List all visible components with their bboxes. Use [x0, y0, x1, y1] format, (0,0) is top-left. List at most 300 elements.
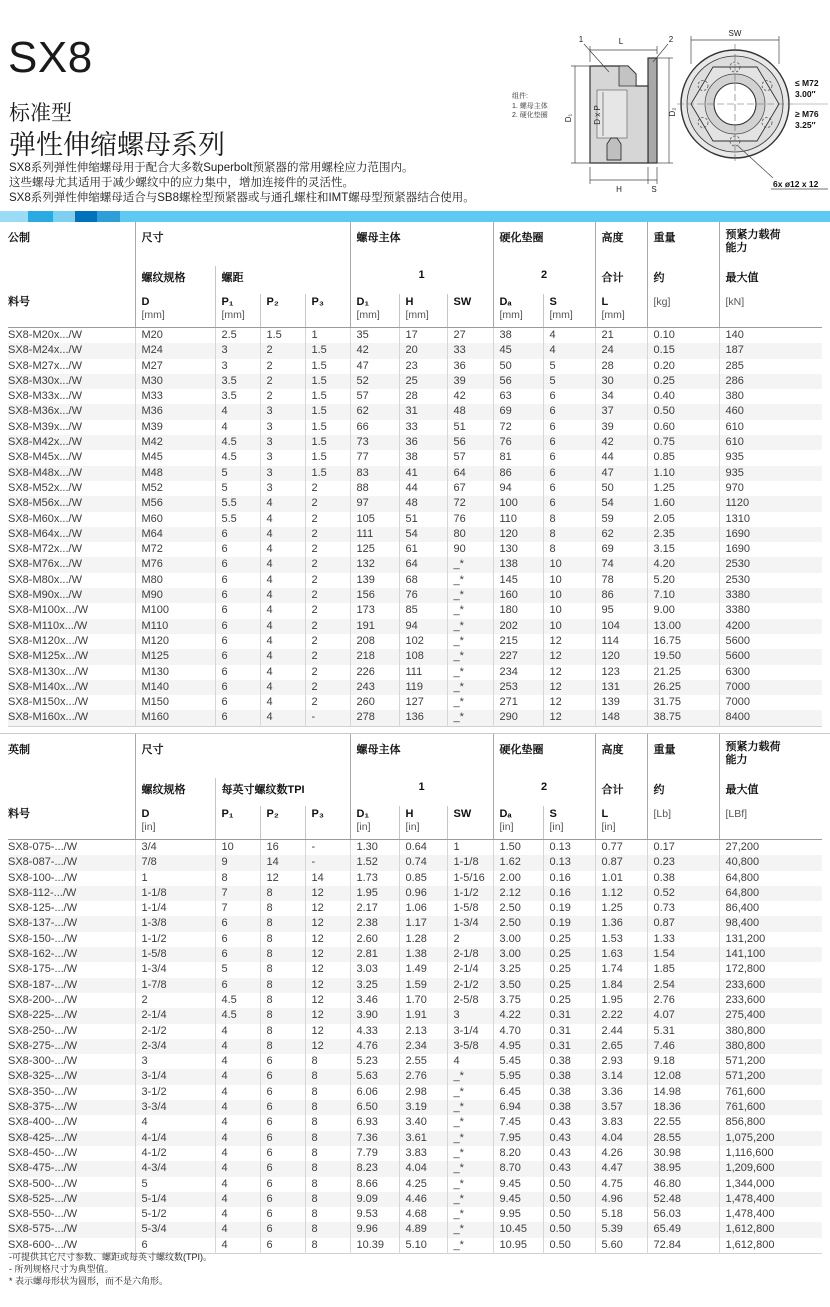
- table-cell: 8: [260, 901, 305, 916]
- table-cell: 2.55: [399, 1054, 447, 1069]
- column-header: H [mm]: [399, 294, 447, 328]
- table-cell: 76: [447, 512, 493, 527]
- table-cell: 5: [215, 962, 260, 977]
- table-cell: _*: [447, 1177, 493, 1192]
- table-cell: 6.50: [350, 1100, 399, 1115]
- table-cell: 5600: [719, 649, 822, 664]
- component-2-label: 2. 硬化垫圈: [512, 112, 548, 119]
- table-cell: _*: [447, 1131, 493, 1146]
- table-row: [8, 404, 822, 419]
- table-cell: SX8-575-.../W: [8, 1223, 78, 1236]
- jackbolt-note: 6x ø12 x 12: [773, 179, 819, 189]
- components-legend: [512, 92, 548, 121]
- table-cell: 64: [447, 466, 493, 481]
- table-cell: _*: [447, 1238, 493, 1254]
- table-cell: M39: [135, 420, 215, 435]
- table-cell: SX8-M150x.../W: [8, 696, 89, 709]
- table-cell: _*: [447, 695, 493, 710]
- table-cell: 12: [543, 710, 595, 726]
- table-cell: 4.46: [399, 1192, 447, 1207]
- table-cell: 5.10: [399, 1238, 447, 1254]
- table-row: [8, 603, 822, 618]
- table-cell: 16: [260, 840, 305, 856]
- table-cell: 6: [215, 665, 260, 680]
- table-cell: 5: [543, 359, 595, 374]
- table-cell: SX8-275-.../W: [8, 1039, 78, 1052]
- table-cell: 6: [260, 1054, 305, 1069]
- dim-H-label: H: [616, 185, 622, 194]
- table-row: [8, 932, 822, 947]
- table-cell: 1: [305, 328, 350, 344]
- table-cell: 0.52: [647, 886, 719, 901]
- table-cell: 2.38: [350, 916, 399, 931]
- column-header: SW: [447, 806, 493, 840]
- table-cell: 4.5: [215, 450, 260, 465]
- table-cell: 0.10: [647, 328, 719, 344]
- table-cell: 1.95: [350, 886, 399, 901]
- table-cell: 131: [595, 680, 647, 695]
- table-cell: 42: [595, 435, 647, 450]
- table-cell: 0.15: [647, 343, 719, 358]
- table-cell: 3-1/2: [135, 1085, 215, 1100]
- accent-bar: [0, 211, 830, 222]
- table-cell: 1120: [719, 496, 822, 511]
- table-cell: M150: [135, 695, 215, 710]
- table-cell: M100: [135, 603, 215, 618]
- table-cell: _*: [447, 1069, 493, 1084]
- table-row: [8, 1131, 822, 1146]
- load-max-header: 最大值: [719, 778, 822, 806]
- table-cell: 3.83: [399, 1146, 447, 1161]
- table-cell: 148: [595, 710, 647, 726]
- table-cell: 3.03: [350, 962, 399, 977]
- table-cell: 8: [305, 1207, 350, 1222]
- column-header: P₁: [215, 806, 260, 840]
- table-cell: 64,800: [719, 886, 822, 901]
- table-cell: 10: [543, 557, 595, 572]
- table-cell: 2.22: [595, 1008, 647, 1023]
- table-cell: _*: [447, 1115, 493, 1130]
- table-cell: 8: [305, 1069, 350, 1084]
- table-cell: 271: [493, 695, 543, 710]
- table-cell: 130: [493, 542, 543, 557]
- table-cell: 9.53: [350, 1207, 399, 1222]
- column-header: SW: [447, 294, 493, 328]
- table-cell: M90: [135, 588, 215, 603]
- table-cell: 7.10: [647, 588, 719, 603]
- table-cell: SX8-075-.../W: [8, 841, 78, 853]
- group-header-row: [8, 222, 822, 266]
- table-row: [8, 466, 822, 481]
- table-row: [8, 886, 822, 901]
- table-cell: 62: [595, 527, 647, 542]
- table-cell: 3.25: [350, 978, 399, 993]
- table-cell: SX8-M20x.../W: [8, 329, 82, 341]
- table-cell: 278: [350, 710, 399, 726]
- table-cell: 3.5: [215, 374, 260, 389]
- load-group-header: [719, 222, 822, 266]
- table-cell: 6.45: [493, 1085, 543, 1100]
- table-row: [8, 916, 822, 931]
- table-cell: 0.31: [543, 1039, 595, 1054]
- table-cell: 13.00: [647, 619, 719, 634]
- table-cell: 2-1/2: [447, 978, 493, 993]
- table-cell: _*: [447, 1207, 493, 1222]
- table-cell: 1690: [719, 542, 822, 557]
- table-cell: SX8-M64x.../W: [8, 527, 82, 540]
- table-cell: 1.54: [647, 947, 719, 962]
- height-total-header: 合计: [595, 778, 647, 806]
- table-cell: 78: [595, 573, 647, 588]
- table-cell: 76: [493, 435, 543, 450]
- table-cell: SX8-325-.../W: [8, 1070, 78, 1083]
- table-cell: 3.61: [399, 1131, 447, 1146]
- table-cell: 111: [399, 665, 447, 680]
- table-cell: M48: [135, 466, 215, 481]
- table-cell: 86,400: [719, 901, 822, 916]
- table-cell: 4: [215, 1192, 260, 1207]
- table-cell: 8: [305, 1054, 350, 1069]
- table-cell: 226: [350, 665, 399, 680]
- tpi-header: 每英寸螺纹数TPI: [215, 778, 350, 806]
- table-cell: SX8-162-.../W: [8, 948, 78, 961]
- table-cell: M76: [135, 557, 215, 572]
- table-cell: 4.68: [399, 1207, 447, 1222]
- table-cell: 47: [350, 359, 399, 374]
- table-cell: 7.79: [350, 1146, 399, 1161]
- table-cell: 36: [399, 435, 447, 450]
- table-cell: 4: [543, 343, 595, 358]
- table-cell: 4: [215, 1238, 260, 1254]
- table-cell: 4.47: [595, 1161, 647, 1176]
- table-cell: 3.25: [493, 962, 543, 977]
- table-cell: _*: [447, 588, 493, 603]
- table-cell: 38: [493, 328, 543, 344]
- table-cell: 30.98: [647, 1146, 719, 1161]
- table-cell: 67: [447, 481, 493, 496]
- table-cell: 0.43: [543, 1131, 595, 1146]
- table-cell: 6: [215, 916, 260, 931]
- table-cell: 380: [719, 389, 822, 404]
- table-cell: 24: [595, 343, 647, 358]
- table-cell: M160: [135, 710, 215, 726]
- table-cell: 6: [543, 420, 595, 435]
- table-cell: 2.00: [493, 871, 543, 886]
- table-cell: 2.54: [647, 978, 719, 993]
- table-cell: 0.85: [647, 450, 719, 465]
- table-row: [8, 901, 822, 916]
- imperial-table: [8, 734, 822, 1254]
- table-cell: 2-1/2: [135, 1024, 215, 1039]
- table-cell: 2.65: [595, 1039, 647, 1054]
- accent-bar-segment: [120, 211, 830, 222]
- table-cell: 6: [260, 1161, 305, 1176]
- callout-1-label: 1: [578, 35, 584, 44]
- table-cell: _*: [447, 1161, 493, 1176]
- table-cell: 6: [215, 932, 260, 947]
- table-cell: SX8-M36x.../W: [8, 405, 82, 418]
- table-cell: 156: [350, 588, 399, 603]
- table-cell: 8: [305, 1100, 350, 1115]
- table-cell: 8.23: [350, 1161, 399, 1176]
- table-cell: 0.64: [399, 840, 447, 856]
- table-row: [8, 1222, 822, 1237]
- table-cell: 12: [543, 634, 595, 649]
- table-cell: 28: [399, 389, 447, 404]
- table-cell: 52.48: [647, 1192, 719, 1207]
- table-cell: 86: [595, 588, 647, 603]
- height-group-header: 高度: [595, 222, 647, 266]
- table-row: [8, 557, 822, 572]
- table-cell: 5-1/2: [135, 1207, 215, 1222]
- table-cell: 8: [260, 932, 305, 947]
- table-cell: 5-1/4: [135, 1192, 215, 1207]
- region-label: 公制: [8, 232, 30, 244]
- subgroup-header-row: [8, 266, 822, 294]
- table-cell: SX8-475-.../W: [8, 1162, 78, 1175]
- table-cell: 1.5: [260, 328, 305, 344]
- table-cell: 5-3/4: [135, 1222, 215, 1237]
- column-header: P₃: [305, 294, 350, 328]
- table-cell: 0.50: [543, 1238, 595, 1254]
- table-cell: M42: [135, 435, 215, 450]
- table-cell: 27,200: [719, 840, 822, 856]
- table-cell: 1-1/2: [447, 886, 493, 901]
- table-row: [8, 1085, 822, 1100]
- table-cell: 10: [543, 573, 595, 588]
- table-cell: 28.55: [647, 1131, 719, 1146]
- table-cell: SX8-525-.../W: [8, 1192, 78, 1205]
- table-row: [8, 855, 822, 870]
- table-cell: 1.49: [399, 962, 447, 977]
- table-cell: 4.75: [595, 1177, 647, 1192]
- table-cell: 72: [493, 420, 543, 435]
- table-cell: 4: [215, 1222, 260, 1237]
- table-cell: 28: [595, 359, 647, 374]
- table-row: [8, 420, 822, 435]
- table-cell: 4: [215, 1069, 260, 1084]
- table-cell: 234: [493, 665, 543, 680]
- table-cell: 26.25: [647, 680, 719, 695]
- table-cell: 2: [305, 496, 350, 511]
- table-cell: 56.03: [647, 1207, 719, 1222]
- table-cell: 761,600: [719, 1100, 822, 1115]
- table-cell: 3.00: [493, 947, 543, 962]
- table-row: [8, 1054, 822, 1069]
- table-row: [8, 665, 822, 680]
- table-row: [8, 481, 822, 496]
- table-row: [8, 993, 822, 1008]
- table-cell: 1.01: [595, 871, 647, 886]
- table-cell: 2-3/4: [135, 1039, 215, 1054]
- footnotes: [9, 1251, 212, 1287]
- table-cell: 0.25: [543, 932, 595, 947]
- column-header: P₂: [260, 806, 305, 840]
- table-cell: 1-1/2: [135, 932, 215, 947]
- table-cell: 10.95: [493, 1238, 543, 1254]
- table-cell: 4: [260, 634, 305, 649]
- table-cell: 8: [305, 1146, 350, 1161]
- table-cell: 9.00: [647, 603, 719, 618]
- table-cell: 187: [719, 343, 822, 358]
- table-cell: 12: [543, 649, 595, 664]
- footnote: -可提供其它尺寸参数、螺距或每英寸螺纹数(TPI)。: [9, 1252, 212, 1262]
- dim-D1-label: D₁: [564, 113, 573, 123]
- table-cell: 1310: [719, 512, 822, 527]
- table-cell: 4: [260, 710, 305, 726]
- table-cell: 0.43: [543, 1161, 595, 1176]
- table-cell: 3.00: [493, 932, 543, 947]
- table-cell: 4: [260, 573, 305, 588]
- table-cell: 19.50: [647, 649, 719, 664]
- table-cell: 8: [305, 1222, 350, 1237]
- table-cell: SX8-M48x.../W: [8, 466, 82, 479]
- table-cell: 22.55: [647, 1115, 719, 1130]
- table-cell: 380,800: [719, 1024, 822, 1039]
- table-cell: 1-3/4: [135, 962, 215, 977]
- table-cell: 6: [260, 1069, 305, 1084]
- table-cell: 138: [493, 557, 543, 572]
- table-cell: 0.75: [647, 435, 719, 450]
- table-cell: 2: [305, 481, 350, 496]
- table-cell: M72: [135, 542, 215, 557]
- table-cell: 5.23: [350, 1054, 399, 1069]
- table-cell: 571,200: [719, 1069, 822, 1084]
- table-cell: SX8-M100x.../W: [8, 604, 89, 617]
- table-cell: 48: [399, 496, 447, 511]
- table-cell: 380,800: [719, 1039, 822, 1054]
- accent-bar-segment: [97, 211, 120, 222]
- table-cell: 4: [215, 404, 260, 419]
- table-cell: M27: [135, 359, 215, 374]
- table-cell: 0.87: [595, 855, 647, 870]
- table-cell: 0.73: [647, 901, 719, 916]
- table-cell: 3380: [719, 603, 822, 618]
- table-cell: 3.57: [595, 1100, 647, 1115]
- table-cell: SX8-125-.../W: [8, 902, 78, 915]
- table-cell: 8: [305, 1115, 350, 1130]
- components-label: 组件:: [512, 93, 528, 100]
- table-cell: 8: [260, 993, 305, 1008]
- table-cell: 1.12: [595, 886, 647, 901]
- table-cell: 0.16: [543, 886, 595, 901]
- table-cell: 173: [350, 603, 399, 618]
- table-cell: 21: [595, 328, 647, 344]
- table-cell: 0.50: [543, 1207, 595, 1222]
- table-cell: 233,600: [719, 978, 822, 993]
- table-cell: 4: [260, 512, 305, 527]
- table-cell: 17: [399, 328, 447, 344]
- table-cell: 6: [543, 435, 595, 450]
- table-cell: 8: [260, 916, 305, 931]
- table-cell: 8: [543, 527, 595, 542]
- table-cell: 4-1/2: [135, 1146, 215, 1161]
- height-group-header: 高度: [595, 734, 647, 778]
- nut-body-group-header: 螺母主体: [350, 734, 493, 778]
- table-cell: 8: [305, 1131, 350, 1146]
- thread-spec-header: 螺纹规格: [135, 778, 215, 806]
- table-cell: SX8-087-.../W: [8, 856, 78, 869]
- table-cell: 2: [260, 359, 305, 374]
- table-cell: 215: [493, 634, 543, 649]
- table-cell: 4: [215, 1085, 260, 1100]
- table-cell: M80: [135, 573, 215, 588]
- table-cell: 2: [305, 603, 350, 618]
- table-cell: 8: [260, 978, 305, 993]
- table-cell: 46.80: [647, 1177, 719, 1192]
- table-cell: 3380: [719, 588, 822, 603]
- table-cell: 14.98: [647, 1085, 719, 1100]
- dim-SW-label: SW: [728, 29, 742, 38]
- table-row: [8, 435, 822, 450]
- table-row: [8, 1115, 822, 1130]
- table-cell: 5: [215, 466, 260, 481]
- table-cell: _*: [447, 557, 493, 572]
- table-cell: 30: [595, 374, 647, 389]
- thread-spec-header: 螺纹规格: [135, 266, 215, 294]
- table-cell: 64: [399, 557, 447, 572]
- table-cell: 33: [399, 420, 447, 435]
- table-cell: 286: [719, 374, 822, 389]
- table-cell: 18.36: [647, 1100, 719, 1115]
- table-cell: 1.30: [350, 840, 399, 856]
- weight-group-header: 重量: [647, 734, 719, 778]
- table-cell: 5: [215, 481, 260, 496]
- table-cell: 108: [399, 649, 447, 664]
- table-cell: 1.28: [399, 932, 447, 947]
- table-cell: 202: [493, 619, 543, 634]
- table-cell: 114: [595, 634, 647, 649]
- table-cell: 10: [215, 840, 260, 856]
- table-cell: 2: [305, 542, 350, 557]
- table-cell: SX8-137-.../W: [8, 917, 78, 930]
- table-cell: _*: [447, 619, 493, 634]
- table-cell: 16.75: [647, 634, 719, 649]
- table-cell: 7/8: [135, 855, 215, 870]
- table-cell: 4: [260, 588, 305, 603]
- table-cell: 3: [260, 466, 305, 481]
- table-cell: 105: [350, 512, 399, 527]
- table-cell: SX8-M56x.../W: [8, 497, 82, 510]
- table-cell: 4: [260, 680, 305, 695]
- table-cell: SX8-M130x.../W: [8, 665, 89, 678]
- table-cell: 0.43: [543, 1115, 595, 1130]
- column-header: D [in]: [135, 806, 215, 840]
- table-cell: SX8-100-.../W: [8, 871, 78, 884]
- table-cell: 4: [260, 695, 305, 710]
- table-cell: 4.26: [595, 1146, 647, 1161]
- table-row: [8, 962, 822, 977]
- table-cell: 8.70: [493, 1161, 543, 1176]
- table-cell: 12: [543, 665, 595, 680]
- table-cell: 610: [719, 420, 822, 435]
- table-cell: 2: [305, 573, 350, 588]
- column-header: P₁ [mm]: [215, 294, 260, 328]
- table-cell: 8: [260, 1008, 305, 1023]
- table-cell: 3: [135, 1054, 215, 1069]
- table-cell: 39: [447, 374, 493, 389]
- table-cell: 6: [260, 1085, 305, 1100]
- table-cell: _*: [447, 634, 493, 649]
- table-cell: 125: [350, 542, 399, 557]
- accent-bar-segment: [0, 211, 28, 222]
- table-cell: 41: [399, 466, 447, 481]
- table-cell: 0.31: [543, 1024, 595, 1039]
- table-cell: 7: [215, 886, 260, 901]
- table-cell: 1.5: [305, 404, 350, 419]
- table-cell: 1.62: [493, 855, 543, 870]
- table-cell: 3: [260, 420, 305, 435]
